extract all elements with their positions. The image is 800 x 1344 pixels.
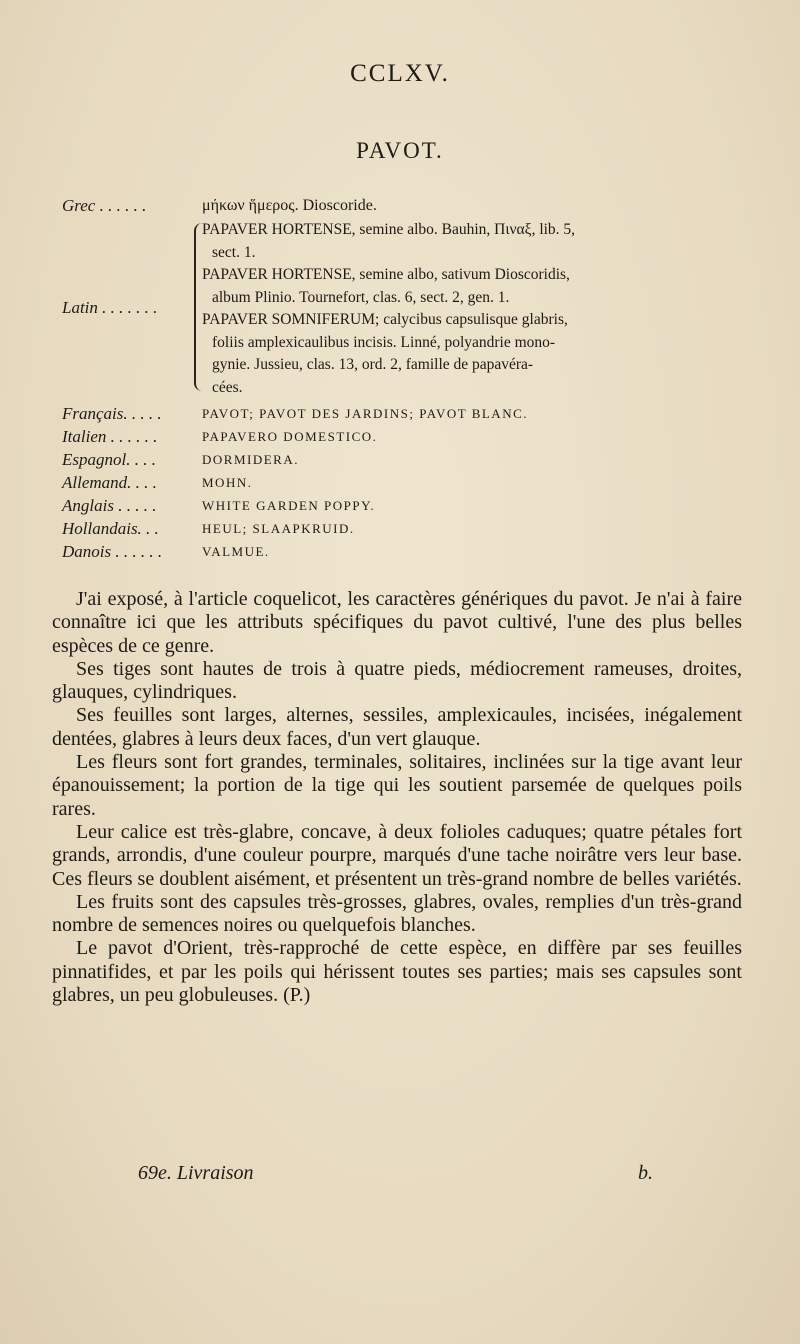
article-body [52, 588, 742, 1007]
language-value: HEUL; SLAAPKRUID. [202, 521, 355, 536]
latin-line: PAPAVER HORTENSE, semine albo, sativum Dioscoridis, [202, 266, 570, 283]
language-label: Allemand. . . . [62, 473, 157, 492]
language-value: DORMIDERA. [202, 452, 299, 467]
latin-line: cées. [212, 378, 243, 396]
page-footer [138, 1162, 698, 1185]
language-label: Hollandais. . . [62, 519, 159, 538]
language-row [62, 449, 752, 472]
plate-number: CCLXV. [350, 60, 450, 87]
language-row [62, 472, 752, 495]
latin-synonyms [202, 219, 762, 399]
latin-line: album Plinio. Tournefort, clas. 6, sect. 2, gen. 1. [212, 288, 510, 306]
body-paragraph: Ses tiges sont hautes de trois à quatre pieds, médiocrement rameuses, droites, glauques, cylindriques. [52, 657, 742, 704]
language-names [62, 403, 752, 564]
language-row [62, 518, 752, 541]
language-label: Anglais . . . . . [62, 496, 157, 515]
language-value: VALMUE. [202, 544, 270, 559]
latin-line: sect. 1. [212, 243, 256, 261]
body-paragraph: Ses feuilles sont larges, alternes, sessiles, amplexicaules, incisées, inégalement dentées, glabres à leurs deux faces, d'un vert glauque. [52, 704, 742, 750]
body-paragraph: Les fruits sont des capsules très-grosses, glabres, ovales, remplies d'un très-grand nombre de semences noires ou quelquefois blanches. [52, 890, 742, 937]
latin-line: foliis amplexicaulibus incisis. Linné, polyandrie mono- [212, 333, 556, 351]
latin-line: gynie. Jussieu, clas. 13, ord. 2, famille de papavéra- [212, 356, 534, 373]
grec-label: Grec . . . . . . [62, 196, 147, 215]
latin-line: PAPAVER HORTENSE, semine albo. Bauhin, Πιναξ, lib. 5, [202, 221, 576, 238]
language-label: Espagnol. . . . [62, 450, 156, 469]
names-table [62, 195, 752, 564]
language-row [62, 495, 752, 518]
latin-block [62, 219, 752, 397]
livraison-number: 69e. Livraison [138, 1162, 254, 1184]
language-value: WHITE GARDEN POPPY. [202, 498, 376, 513]
language-row [62, 426, 752, 449]
latin-line: PAPAVER SOMNIFERUM; calycibus capsulisque glabris, [202, 311, 568, 328]
language-label: Danois . . . . . . [62, 542, 163, 561]
language-label: Italien . . . . . . [62, 427, 158, 446]
language-label: Français. . . . . [62, 404, 162, 423]
signature-mark: b. [638, 1162, 653, 1184]
body-paragraph: J'ai exposé, à l'article coquelicot, les caractères génériques du pavot. Je n'ai à faire connaître ici que les attributs spécifiques du pavot cultivé, l'une des plus belles espèces de ce genre. [52, 588, 742, 657]
language-value: PAVOT; PAVOT DES JARDINS; PAVOT BLANC. [202, 406, 529, 421]
latin-label: Latin . . . . . . . [62, 298, 158, 317]
body-paragraph: Le pavot d'Orient, très-rapproché de cette espèce, en diffère par ses feuilles pinnatifides, et par les poils qui hérissent toutes ses parties; mais ses capsules sont glabres, un peu globuleuses. (P.) [52, 937, 742, 1007]
body-paragraph: Leur calice est très-glabre, concave, à deux folioles caduques; quatre pétales fort grands, arrondis, d'une couleur pourpre, marqués d'une tache noirâtre vers leur base. Ces fleurs se doublent aisément, et présentent un très-grand nombre de belles variétés. [52, 820, 742, 890]
grec-value: μήκων ἥμερος. Dioscoride. [202, 197, 377, 214]
language-row [62, 541, 752, 564]
language-value: MOHN. [202, 475, 253, 490]
grec-row [62, 195, 752, 217]
body-paragraph: Les fleurs sont fort grandes, terminales, solitaires, inclinées sur la tige avant leur épanouissement; la portion de la tige qui les soutient parsemée de quelques poils rares. [52, 751, 742, 820]
language-value: PAPAVERO DOMESTICO. [202, 429, 378, 444]
language-row [62, 403, 752, 426]
page-title: PAVOT. [356, 138, 444, 163]
